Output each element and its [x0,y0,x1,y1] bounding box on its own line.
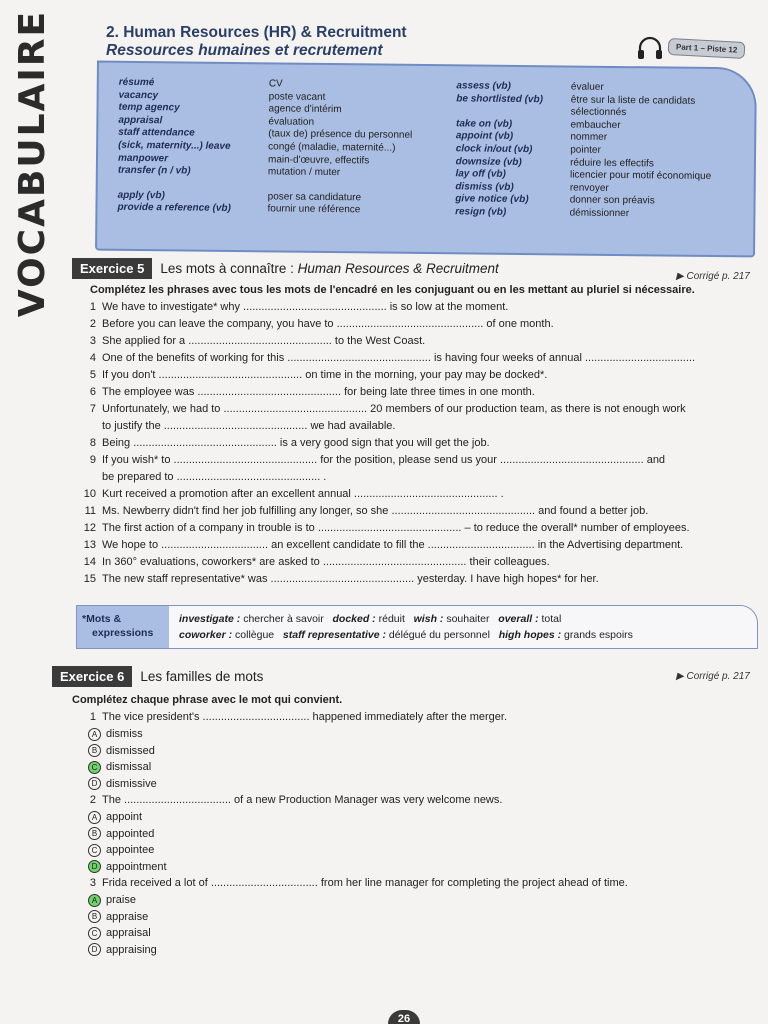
option-text: appointment [106,860,167,873]
item-text[interactable]: The employee was ............................................... for being late three times in one month. [102,386,535,398]
option-letter-circle[interactable]: B [88,827,101,840]
exercise-6-corrige-link[interactable]: ▶ Corrigé p. 217 [676,671,750,682]
item-text[interactable]: In 360° evaluations, coworkers* are asked to ............................................... their colleagues. [102,556,550,568]
vocab-term-en: appraisal [118,114,163,127]
exercise-item [72,469,695,486]
answer-option[interactable] [72,726,628,743]
item-number: 13 [83,539,96,551]
option-text: praise [106,894,136,907]
exercise-5-title-plain: Les mots à connaître : [160,261,298,276]
glossary-term: docked : [332,613,376,625]
item-number: 6 [89,386,96,398]
mots-line-1 [179,611,633,627]
option-letter-circle[interactable]: C [88,761,101,774]
question [72,709,628,726]
glossary-term: coworker : [179,629,233,641]
exercise-item [72,571,695,588]
option-letter-circle[interactable]: C [88,927,101,940]
item-number: 9 [89,454,96,466]
exercise-item [72,333,695,350]
item-text[interactable]: Being ............................................... is a very good sign that you will get the job. [102,437,490,449]
vocab-term-en: résumé [118,76,155,89]
vocab-term-fr: licencier pour motif économique [569,169,712,183]
glossary-term: high hopes : [498,629,562,641]
exercise-5-items [72,299,695,588]
exercise-item [72,520,695,537]
item-text[interactable]: Ms. Newberry didn't find her job fulfilling any longer, so she ............................................... and found a better job. [102,505,649,517]
exercise-item [72,503,695,520]
question-text: The ................................... of a new Production Manager was very welcome news. [102,794,503,806]
option-letter-circle[interactable]: D [88,860,101,873]
item-number: 11 [84,505,96,517]
option-text: dismissed [106,744,155,757]
exercise-6-questions [72,709,628,958]
glossary-definition: souhaiter [443,613,490,625]
item-text[interactable]: She applied for a ............................................... to the West Coast. [102,335,426,347]
glossary-definition: collègue [232,629,275,641]
item-text[interactable]: If you don't ............................................... on time in the morning, your pay may be docked*. [102,369,548,381]
glossary-definition: total [538,613,562,625]
page-number: 26 [388,1010,420,1024]
vocab-term-fr: embaucher [570,119,621,131]
vocab-term-fr: poser sa candidature [267,191,362,204]
option-letter-circle[interactable]: B [88,910,101,923]
vocab-term-fr: pointer [570,144,601,156]
vocab-term-en: staff attendance [118,127,195,139]
side-title-text: VOCABULAIRE [12,9,54,317]
option-letter-circle[interactable]: A [88,728,101,741]
item-text[interactable]: The first action of a company in trouble is to ............................................... – to reduce the overall* number of employees. [102,522,690,534]
exercise-item [72,316,695,333]
answer-option[interactable] [72,809,628,826]
vocab-term-fr: donner son préavis [569,194,655,207]
option-letter-circle[interactable]: D [88,777,101,790]
vocab-term-en: take on (vb) [455,118,513,130]
item-text[interactable]: We have to investigate* why ............................................... is so low at the moment. [102,301,509,313]
vocab-term-en: (sick, maternity...) leave [118,139,231,152]
audio-track-label: Part 1 – Piste 12 [668,37,746,58]
option-text: appointee [106,844,155,857]
vocab-col-en-right [455,80,571,220]
vocab-term-fr: agence d'intérim [268,103,342,116]
vocab-term-fr: sélectionnés [570,106,627,119]
glossary-definition: chercher à savoir [240,613,324,625]
exercise-item [72,486,695,503]
glossary-term: wish : [413,613,444,625]
answer-option[interactable] [72,859,628,876]
answer-option[interactable] [72,776,628,793]
item-number: 3 [89,335,96,347]
question [72,792,628,809]
question-number: 2 [89,794,96,806]
vocab-term-en: manpower [117,152,169,164]
exercise-5-instruction: Complétez les phrases avec tous les mots de l'encadré en les conjuguant ou en les mettant au pluriel si nécessaire. [90,284,695,296]
item-number: 7 [89,403,96,415]
mots-label-line2: expressions [92,627,154,639]
vocab-term-fr: évaluer [570,81,604,93]
exercise-5-title [160,261,498,276]
vocab-term-fr: être sur la liste de candidats [570,94,696,107]
exercise-item [72,384,695,401]
question-text: Frida received a lot of ................................... from her line manager for completing the project ahead of time. [102,877,628,889]
vocab-term-fr: évaluation [268,116,315,128]
item-text[interactable]: Before you can leave the company, you have to ................................................ of one month. [102,318,554,330]
exercise-5-corrige-link[interactable]: ▶ Corrigé p. 217 [676,271,750,282]
option-text: appoint [106,811,143,824]
item-text[interactable]: The new staff representative* was ............................................... yesterday. I have high hopes* for her. [102,573,599,585]
vocab-term-fr: main-d'œuvre, effectifs [267,153,370,166]
vocab-term-fr: nommer [570,131,608,144]
option-letter-circle[interactable]: A [88,894,101,907]
answer-option[interactable] [72,909,628,926]
exercise-5-badge: Exercice 5 [72,258,152,279]
exercise-6-instruction: Complétez chaque phrase avec le mot qui convient. [72,694,343,706]
option-text: dismissive [106,777,157,790]
item-number: 12 [83,522,96,534]
vocab-term-en [456,106,571,120]
answer-option[interactable] [72,743,628,760]
vocab-term-en: assess (vb) [456,80,511,92]
glossary-term: investigate : [179,613,241,625]
exercise-item [72,554,695,571]
exercise-6-header [52,666,263,687]
option-letter-circle[interactable]: D [88,943,101,956]
item-text[interactable]: One of the benefits of working for this ............................................... is having four weeks of annual .................................... [102,352,696,364]
question [72,875,628,892]
item-number: 2 [89,318,96,330]
vocab-term-fr: fournir une référence [267,203,361,216]
mots-expressions-label [77,606,169,648]
vocab-term-en: lay off (vb) [455,168,506,180]
vocab-term-en: dismiss (vb) [455,181,514,193]
glossary-definition: réduit [375,613,405,625]
item-text[interactable]: to justify the ............................................... we had available. [102,420,396,432]
vocabulary-box [95,61,757,258]
answer-option[interactable] [72,826,628,843]
vocab-term-fr: CV [268,78,283,90]
item-number: 1 [89,301,96,313]
headphones-icon [636,36,664,60]
exercise-item [72,537,695,554]
exercise-item [72,299,695,316]
vocab-term-en: provide a reference (vb) [117,202,231,215]
option-text: appraisal [106,927,151,940]
vocab-col-fr-left [267,78,456,218]
item-number: 14 [83,556,96,568]
answer-option[interactable] [72,759,628,776]
glossary-definition: grands espoirs [561,629,633,641]
question-number: 1 [89,711,96,723]
vocab-term-fr: poste vacant [268,90,326,103]
vocab-term-en: resign (vb) [455,206,507,218]
answer-option[interactable] [72,842,628,859]
vocab-term-fr: congé (maladie, maternité...) [268,141,396,154]
vocab-term-en: give notice (vb) [455,193,529,206]
answer-option[interactable] [72,942,628,959]
section-title-en: 2. Human Resources (HR) & Recruitment [106,24,407,41]
exercise-item [72,401,695,418]
vocab-term-fr: démissionner [569,207,630,220]
mots-expressions-box [76,605,758,649]
option-text: appointed [106,827,155,840]
item-text[interactable]: be prepared to ............................................... . [102,471,327,483]
audio-track[interactable] [636,36,745,60]
item-text[interactable]: Unfortunately, we had to ............................................... 20 members of our production team, as there is not enough work [102,403,686,415]
vocab-term-fr: (taux de) présence du personnel [268,128,413,142]
glossary-definition: délégué du personnel [386,629,490,641]
exercise-6-title: Les familles de mots [140,669,264,684]
item-text[interactable]: If you wish* to ............................................... for the position, please send us your ............................................... and [102,454,666,466]
item-number: 4 [89,352,96,364]
vocab-term-en: transfer (n / vb) [117,164,191,177]
item-text[interactable]: We hope to ................................... an excellent candidate to fill the ................................... in the Advertising department. [102,539,684,551]
answer-option[interactable] [72,925,628,942]
mots-line-2 [179,627,633,643]
exercise-item [72,435,695,452]
glossary-term: staff representative : [282,629,387,641]
glossary-term: overall : [498,613,539,625]
option-text: dismissal [106,761,152,774]
vocab-term-en: be shortlisted (vb) [456,92,544,105]
item-number: 10 [83,488,96,500]
vocab-term-en: downsize (vb) [455,155,522,168]
exercise-item [72,418,695,435]
option-text: dismiss [106,728,143,741]
option-text: appraising [106,943,157,956]
option-letter-circle[interactable]: A [88,811,101,824]
exercise-5-header [72,258,499,279]
section-header [106,24,407,60]
exercise-6-badge: Exercice 6 [52,666,132,687]
vocab-term-en: appoint (vb) [455,130,514,143]
vocab-term-fr: mutation / muter [267,166,341,179]
item-number: 5 [89,369,96,381]
vocab-term-en: clock in/out (vb) [455,143,533,156]
exercise-item [72,452,695,469]
mots-label-line1: *Mots & [82,613,122,625]
item-number: 15 [83,573,96,585]
item-number: 8 [89,437,96,449]
option-letter-circle[interactable]: B [88,744,101,757]
item-text[interactable]: Kurt received a promotion after an excellent annual ............................................... . [102,488,504,500]
option-letter-circle[interactable]: C [88,844,101,857]
vocab-col-en-left [117,77,269,217]
vocab-col-fr-right [570,82,739,222]
mots-expressions-body [169,606,643,648]
option-text: appraise [106,910,149,923]
exercise-item [72,350,695,367]
side-title [8,9,58,317]
vocab-term-fr: réduire les effectifs [570,157,654,169]
answer-option[interactable] [72,892,628,909]
section-title-fr: Ressources humaines et recrutement [106,42,383,59]
vocab-term-en: vacancy [118,89,159,101]
vocab-term-en: apply (vb) [117,189,165,202]
vocab-term-en: temp agency [118,101,180,114]
vocab-term-fr: renvoyer [569,182,609,194]
question-text: The vice president's ................................... happened immediately after the merger. [102,711,508,723]
exercise-item [72,367,695,384]
question-number: 3 [89,877,96,889]
exercise-5-title-italic: Human Resources & Recruitment [297,261,499,276]
